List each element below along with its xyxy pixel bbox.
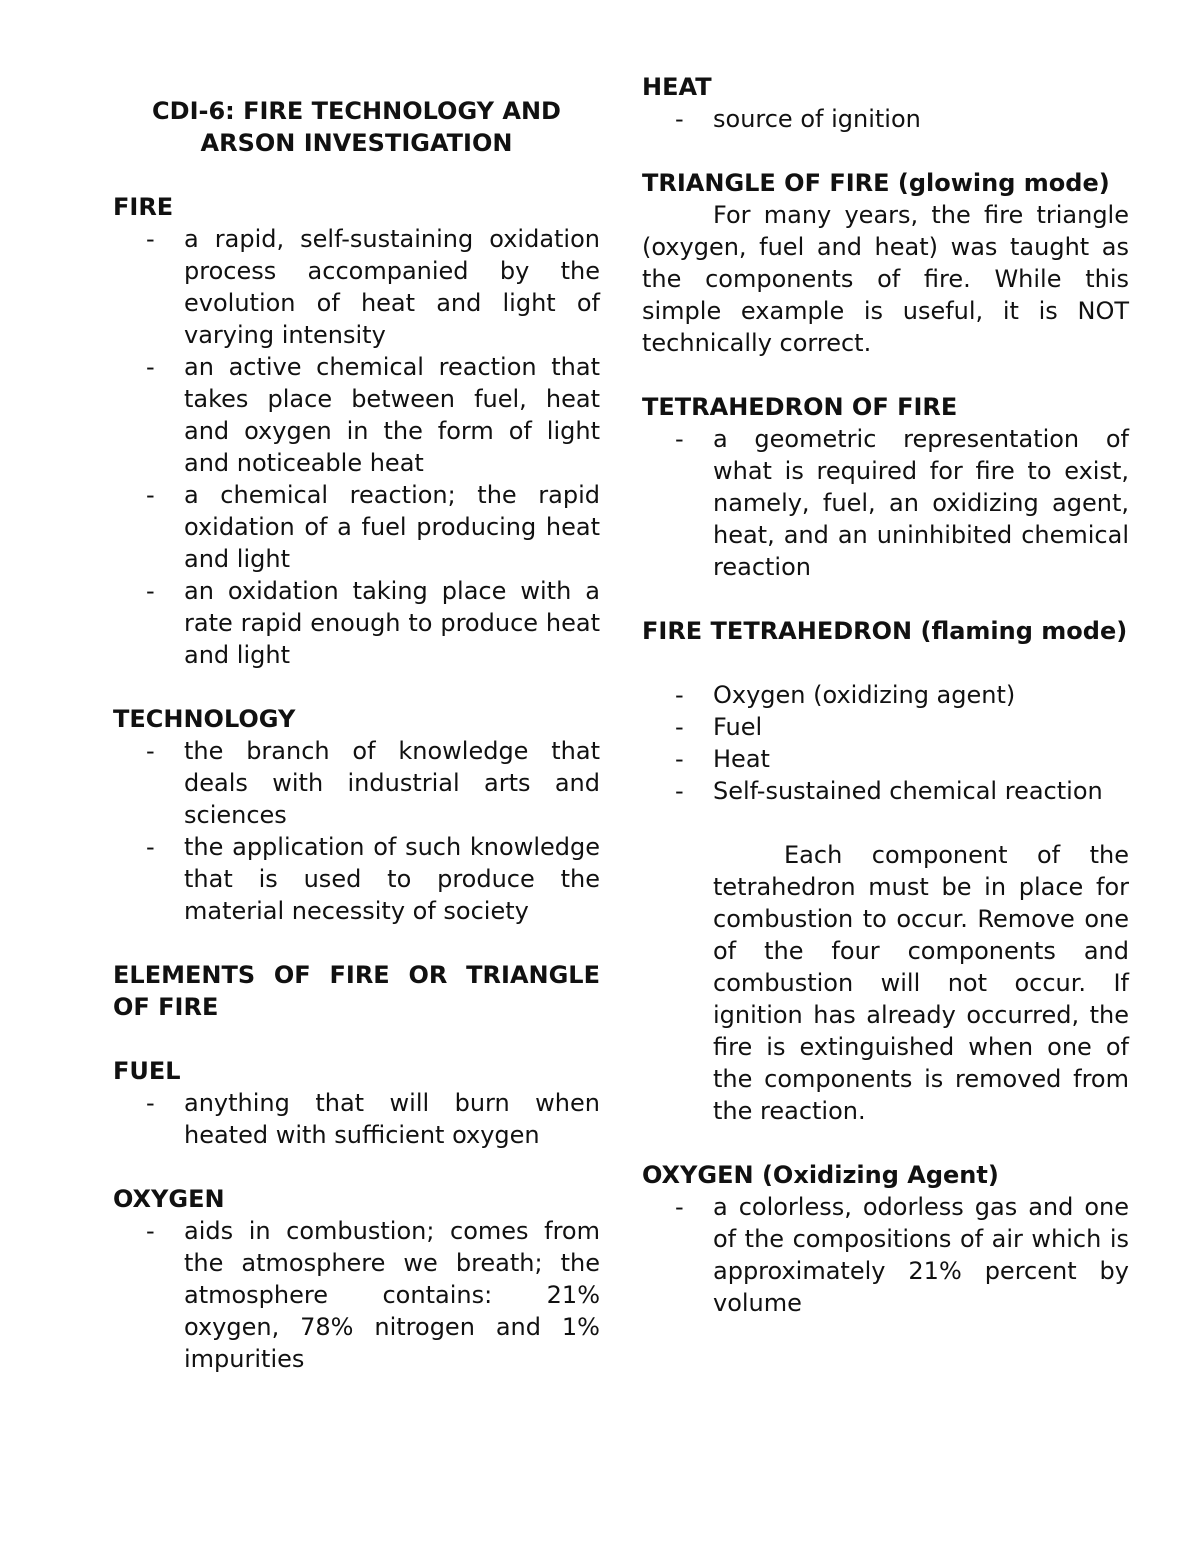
heading-triangle-of-fire: TRIANGLE OF FIRE (glowing mode): [642, 169, 1110, 197]
list-item: - the application of such knowledge that is used to produce the material necessity of society: [113, 831, 600, 927]
right-column: [642, 0, 1129, 1319]
fire-definitions-list: [113, 223, 600, 671]
list-item: - a rapid, self-sustaining oxidation process accompanied by the evolution of heat and light of varying intensity: [113, 223, 600, 351]
heading-elements-of-fire: ELEMENTS OF FIRE OR TRIANGLE OF FIRE: [113, 961, 600, 1021]
list-item: - a chemical reaction; the rapid oxidation of a fuel producing heat and light: [113, 479, 600, 575]
list-item: - a colorless, odorless gas and one of the compositions of air which is approximately 21% percent by volume: [642, 1191, 1129, 1319]
triangle-paragraph: For many years, the fire triangle (oxygen, fuel and heat) was taught as the components of fire. While this simple example is useful, it is NOT technically correct.: [642, 201, 1129, 357]
left-column: [113, 0, 600, 1375]
list-item: - Self-sustained chemical reaction: [642, 775, 1129, 807]
heading-fuel: FUEL: [113, 1057, 181, 1085]
heat-definitions-list: [642, 103, 1129, 135]
tetrahedron-definitions-list: [642, 423, 1129, 583]
list-item: - the branch of knowledge that deals with industrial arts and sciences: [113, 735, 600, 831]
tetrahedron-paragraph: Each component of the tetrahedron must be in place for combustion to occur. Remove one of the four components and combustion will not occur. If ignition has already occurred, the fire is extinguished when one of the components is removed from the reaction.: [713, 841, 1129, 1125]
heading-fire-tetrahedron: FIRE TETRAHEDRON (flaming mode): [642, 617, 1128, 645]
list-item: - Fuel: [642, 711, 1129, 743]
heading-technology: TECHNOLOGY: [113, 705, 296, 733]
tetrahedron-components-list: [642, 679, 1129, 807]
heading-heat: HEAT: [642, 73, 712, 101]
oxygen-agent-definitions-list: [642, 1191, 1129, 1319]
heading-fire: FIRE: [113, 193, 174, 221]
heading-tetrahedron-of-fire: TETRAHEDRON OF FIRE: [642, 393, 958, 421]
list-item: - source of ignition: [642, 103, 1129, 135]
heading-oxygen: OXYGEN: [113, 1185, 225, 1213]
list-item: - Heat: [642, 743, 1129, 775]
oxygen-definitions-list: [113, 1215, 600, 1375]
fuel-definitions-list: [113, 1087, 600, 1151]
list-item: - an oxidation taking place with a rate rapid enough to produce heat and light: [113, 575, 600, 671]
list-item: - aids in combustion; comes from the atmosphere we breath; the atmosphere contains: 21% oxygen, 78% nitrogen and 1% impurities: [113, 1215, 600, 1375]
document-title: CDI-6: FIRE TECHNOLOGY AND ARSON INVESTIGATION: [152, 97, 561, 157]
list-item: - a geometric representation of what is required for fire to exist, namely, fuel, an oxidizing agent, heat, and an uninhibited chemical reaction: [642, 423, 1129, 583]
list-item: - Oxygen (oxidizing agent): [642, 679, 1129, 711]
technology-definitions-list: [113, 735, 600, 927]
heading-oxygen-oxidizing-agent: OXYGEN (Oxidizing Agent): [642, 1161, 999, 1189]
list-item: - anything that will burn when heated with sufficient oxygen: [113, 1087, 600, 1151]
list-item: - an active chemical reaction that takes place between fuel, heat and oxygen in the form of light and noticeable heat: [113, 351, 600, 479]
